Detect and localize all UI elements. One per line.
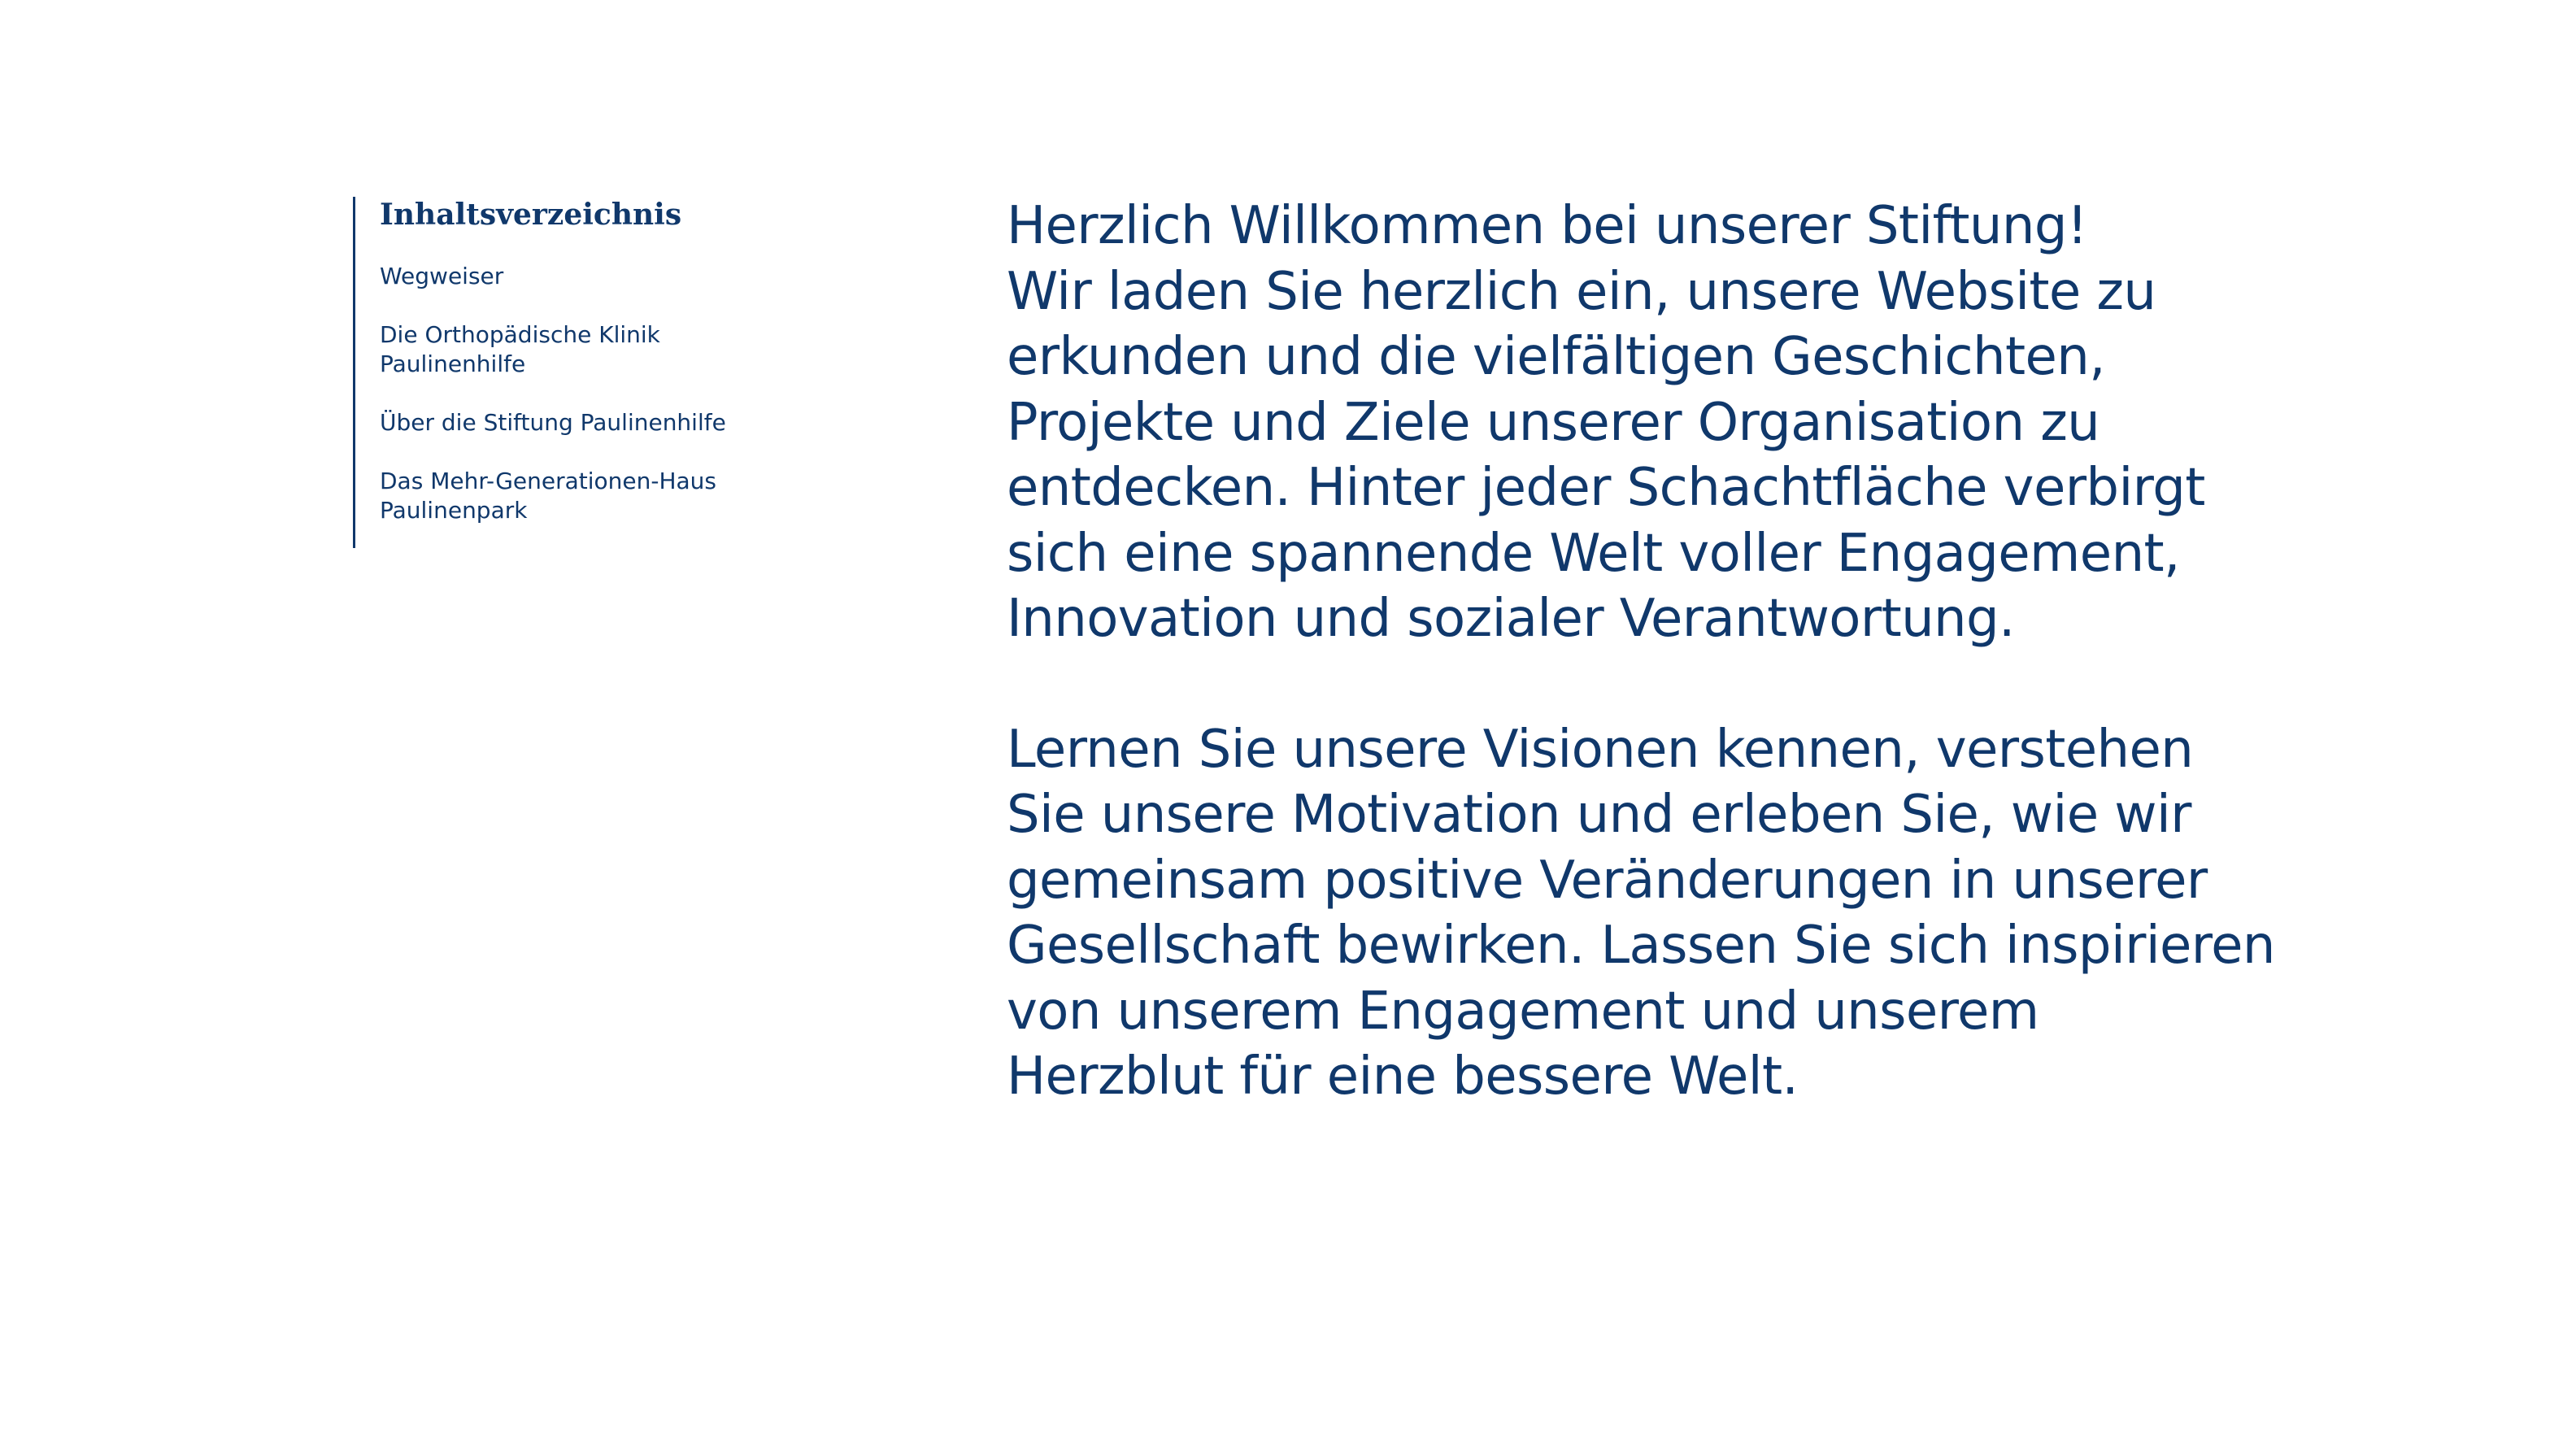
toc-item-ueber-die-stiftung[interactable] xyxy=(380,408,738,437)
toc-item-mehr-generationen-haus[interactable] xyxy=(380,467,738,525)
toc-item-wegweiser[interactable] xyxy=(380,262,738,291)
toc-link-orthopaedische-klinik[interactable]: Die Orthopädische Klinik Paulinenhilfe xyxy=(380,321,660,377)
toc-title: Inhaltsverzeichnis xyxy=(380,198,682,232)
toc-link-ueber-die-stiftung[interactable]: Über die Stiftung Paulinenhilfe xyxy=(380,409,726,436)
toc-list xyxy=(380,262,759,525)
welcome-paragraph: Herzlich Willkommen bei unserer Stiftung! Wir laden Sie herzlich ein, unsere Website zu erkunden und die vielfältigen Geschichten, Projekte und Ziele unserer Organisation zu entdecken. Hinter jeder Schachtfläche verbirgt sich eine spannende Welt voller Engagement, Innovation und sozialer Verantwortung. xyxy=(1007,196,2205,649)
toc-link-wegweiser[interactable]: Wegweiser xyxy=(380,263,504,289)
main-content xyxy=(1007,194,2275,1110)
toc-link-mehr-generationen-haus[interactable]: Das Mehr-Generationen-Haus Paulinenpark xyxy=(380,468,717,524)
vision-paragraph: Lernen Sie unsere Visionen kennen, verstehen Sie unsere Motivation und erleben Sie, wie wir gemeinsam positive Veränderungen in unserer Gesellschaft bewirken. Lassen Sie sich inspirieren von unserem Engagement und unserem Herzblut für eine bessere Welt. xyxy=(1007,719,2275,1107)
table-of-contents xyxy=(353,197,759,548)
toc-item-orthopaedische-klinik[interactable] xyxy=(380,320,738,379)
